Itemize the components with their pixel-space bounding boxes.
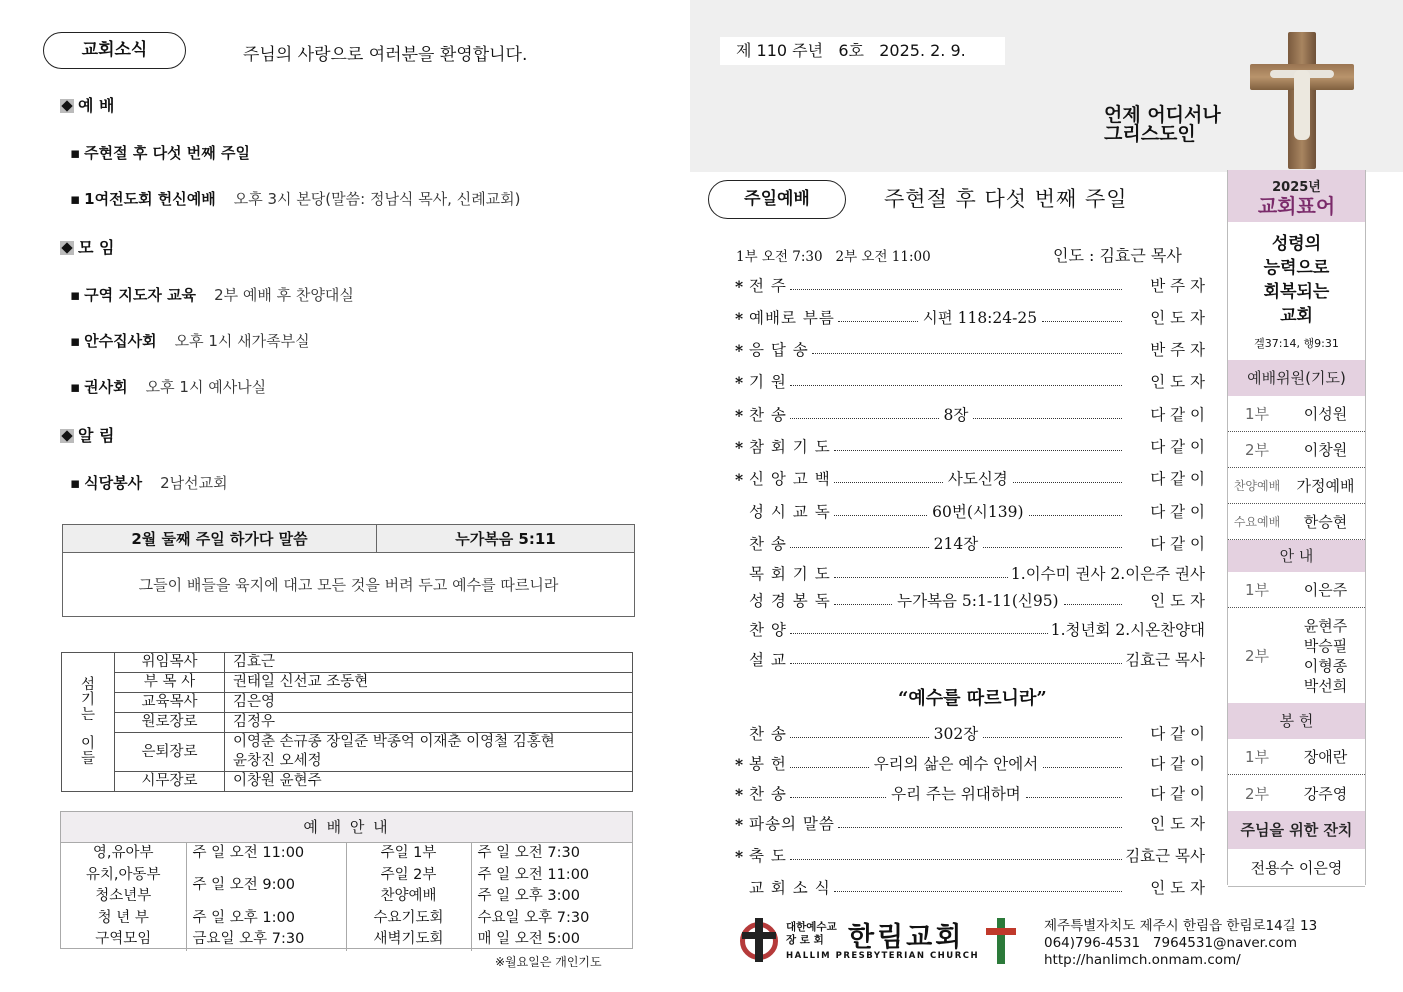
order-person: 인 도 자 [1150,309,1206,327]
motto-body: 성령의 능력으로 회복되는 교회 겔37:14, 행9:31 [1254,234,1339,350]
feast-header: 주님을 위한 잔치 [1228,811,1365,849]
order-label: 찬 양 [749,621,787,639]
order-row [735,496,1205,522]
motto-header: 2025년 교회표어 [1228,170,1365,222]
order-person: 반 주 자 [1150,277,1205,295]
order-label: 예배로 부름 [749,309,835,327]
guide-row: 2부 윤현주 박승필 이형종 박선희 [1244,616,1348,695]
welcome-text: 주님의 사랑으로 여러분을 환영합니다. [243,45,528,65]
required-star: * [735,277,744,296]
staff-names: 김효근 [225,653,633,673]
order-person: 다 같 이 [1150,785,1206,803]
order-row [735,334,1205,360]
order-label: 교 회 소 식 [749,879,831,897]
order-label: 응 답 송 [749,341,809,359]
prayer-row: 찬양예배 가정예배 [1228,468,1365,504]
prayer-row: 수요예배 한승현 [1228,504,1365,540]
order-row [735,872,1205,898]
staff-role: 시무장로 [115,772,225,792]
order-label: 설 교 [749,651,787,669]
order-person: 김효근 목사 [1125,651,1205,669]
order-label: 찬 송 [749,406,787,424]
church-logo-icon [736,918,782,962]
order-person: 다 같 이 [1150,470,1205,488]
order-row [735,840,1205,866]
cross-image [1250,32,1354,169]
order-person: 김효근 목사 [1125,847,1205,865]
order-label: 신 앙 고 백 [749,470,831,488]
order-person: 다 같 이 [1150,503,1206,521]
required-star: * [735,785,744,804]
order-person: 1.청년회 2.시온찬양대 [1050,621,1205,639]
order-row [735,644,1205,670]
order-label: 찬 송 [749,785,787,803]
order-person: 다 같 이 [1150,438,1205,456]
section-meeting: 모 임 [60,235,114,258]
section-worship: 예 배 [60,93,114,116]
service-pill: 주일예배 [708,180,846,219]
diamond-icon [60,429,74,443]
order-row [735,585,1205,611]
order-person: 인 도 자 [1150,879,1205,897]
section-notice: 알 림 [60,423,114,446]
list-item: ▪ 주현절 후 다섯 번째 주일 [70,144,250,162]
prayer-row: 1부 이성원 [1228,396,1365,432]
order-person: 인 도 자 [1150,373,1205,391]
list-item: ▪ 1여전도회 헌신예배 오후 3시 본당(말씀: 정남식 목사, 신례교회) [70,190,521,208]
staff-names: 권태일 신선교 조동현 [225,673,633,693]
verse-header: 2월 둘째 주일 하가다 말씀 [63,525,377,553]
staff-role: 원로장로 [115,713,225,733]
order-row [735,463,1205,489]
denomination: 대한예수교 장 로 회 [786,921,837,946]
order-label: 기 원 [749,373,787,391]
footer-contact: 제주특별자치도 제주시 한림읍 한림로14길 13 064)796-4531 7964531@naver.com http://hanlimch.onmam.com/ [1044,918,1318,968]
feast-names: 전용수 이은영 [1228,849,1365,887]
required-star: * [735,406,744,425]
staff-names: 이창원 윤현주 [225,772,633,792]
order-row [735,808,1205,834]
staff-names: 이영춘 손규종 장일준 박종억 이재춘 이영철 김홍현 윤창진 오세정 [225,733,633,772]
church-news-pill: 교회소식 [43,32,186,69]
required-star: * [735,815,744,834]
order-row [735,558,1205,584]
prayer-header: 예배위원(기도) [1228,360,1365,396]
list-item: ▪ 안수집사회 오후 1시 새가족부실 [70,332,310,350]
staff-role: 교육목사 [115,693,225,713]
order-label: 성 시 교 독 [749,503,831,521]
order-label: 찬 송 [749,725,787,743]
order-detail: 214장 [933,535,979,553]
order-detail: 사도신경 [947,470,1008,488]
order-label: 참 회 기 도 [749,438,831,456]
order-label: 찬 송 [749,535,787,553]
order-row [735,528,1205,554]
cross-icon [986,918,1016,964]
staff-role: 은퇴장로 [115,733,225,772]
order-detail: 우리의 삶은 예수 안에서 [873,755,1039,773]
required-star: * [735,341,744,360]
order-row [735,614,1205,640]
guide-header: 안 내 [1228,540,1365,572]
verse-ref: 누가복음 5:11 [377,525,635,553]
bible-verse-table [62,524,635,617]
list-item: ▪ 식당봉사 2남선교회 [70,474,228,492]
order-person: 인 도 자 [1150,815,1205,833]
order-person: 다 같 이 [1150,535,1205,553]
diamond-icon [60,241,74,255]
church-name: 한림교회 [848,922,965,953]
order-row [735,718,1205,744]
order-label: 봉 헌 [749,755,787,773]
guide-row: 1부 이은주 [1228,572,1365,608]
order-row [735,302,1205,328]
order-person: 다 같 이 [1150,406,1205,424]
order-person: 인 도 자 [1150,592,1206,610]
order-detail: 8장 [943,406,969,424]
order-detail: 누가복음 5:1-11(신95) [897,592,1059,610]
order-row [735,366,1205,392]
order-detail: 302장 [933,725,979,743]
required-star: * [735,470,744,489]
required-star: * [735,373,744,392]
staff-names: 김정우 [225,713,633,733]
order-row [735,778,1205,804]
required-star: * [735,847,744,866]
order-detail: 시편 118:24-25 [922,309,1038,327]
sermon-title: “예수를 따르니라” [898,688,1047,709]
prayer-row: 2부 이창원 [1228,432,1365,468]
order-person: 다 같 이 [1150,725,1205,743]
order-row [735,431,1205,457]
order-row [735,270,1205,296]
service-leader: 인도 : 김효근 목사 [1053,246,1182,265]
issue-info: 제 110 주년 6호 2025. 2. 9. [720,37,1005,65]
order-row [735,748,1205,774]
order-detail: 60번(시139) [932,503,1024,521]
list-item: ▪ 권사회 오후 1시 예사나실 [70,378,267,396]
offering-row: 2부 강주영 [1244,784,1348,803]
church-name-en: HALLIM PRESBYTERIAN CHURCH [786,951,980,961]
order-person: 다 같 이 [1150,755,1206,773]
service-title: 주현절 후 다섯 번째 주일 [884,187,1128,211]
order-label: 목 회 기 도 [749,565,831,583]
worship-guide-box [60,811,633,949]
order-label: 파송의 말씀 [749,815,835,833]
staff-side-label: 섬 기 는 이 들 [62,653,115,792]
required-star: * [735,438,744,457]
order-person: 반 주 자 [1150,341,1205,359]
list-item: ▪ 구역 지도자 교육 2부 예배 후 찬양대실 [70,286,354,304]
order-label: 성 경 봉 독 [749,592,831,610]
order-label: 축 도 [749,847,787,865]
worship-guide-title: 예 배 안 내 [61,812,632,843]
order-row [735,399,1205,425]
prayer-note: ※월요일은 개인기도 [495,955,602,969]
offering-row: 1부 장애란 [1228,739,1365,775]
staff-names: 김은영 [225,693,633,713]
order-person: 1.이수미 권사 2.이은주 권사 [1010,565,1205,583]
offering-header: 봉 헌 [1228,703,1365,739]
order-detail: 우리 주는 위대하며 [891,785,1021,803]
order-label: 전 주 [749,277,787,295]
required-star: * [735,755,744,774]
service-times: 1부 오전 7:30 2부 오전 11:00 [736,249,931,265]
worship-guide-table: 영,유아부 주 일 오전 11:00 주일 1부 주 일 오전 7:30 유치,아동부 주 일 오전 9:00 주일 2부 주 일 오전 11:00 청소년부 찬양예배 주 일 오후 3:00 청 년 부 주 일 오후 1:00 수요기도회 수요일 오후 7:30 구역모임 금요일 오후 7:30 새벽기도회 매 일 오전 5:00 [61,843,632,951]
diamond-icon [60,99,74,113]
staff-table [61,652,633,792]
motto-text: 언제 어디서나 그리스도인 [1104,104,1221,145]
required-star: * [735,309,744,328]
staff-role: 위임목사 [115,653,225,673]
side-column [1227,170,1366,885]
verse-text: 그들이 배들을 육지에 대고 모든 것을 버려 두고 예수를 따르니라 [63,553,635,617]
staff-role: 부 목 사 [115,673,225,693]
